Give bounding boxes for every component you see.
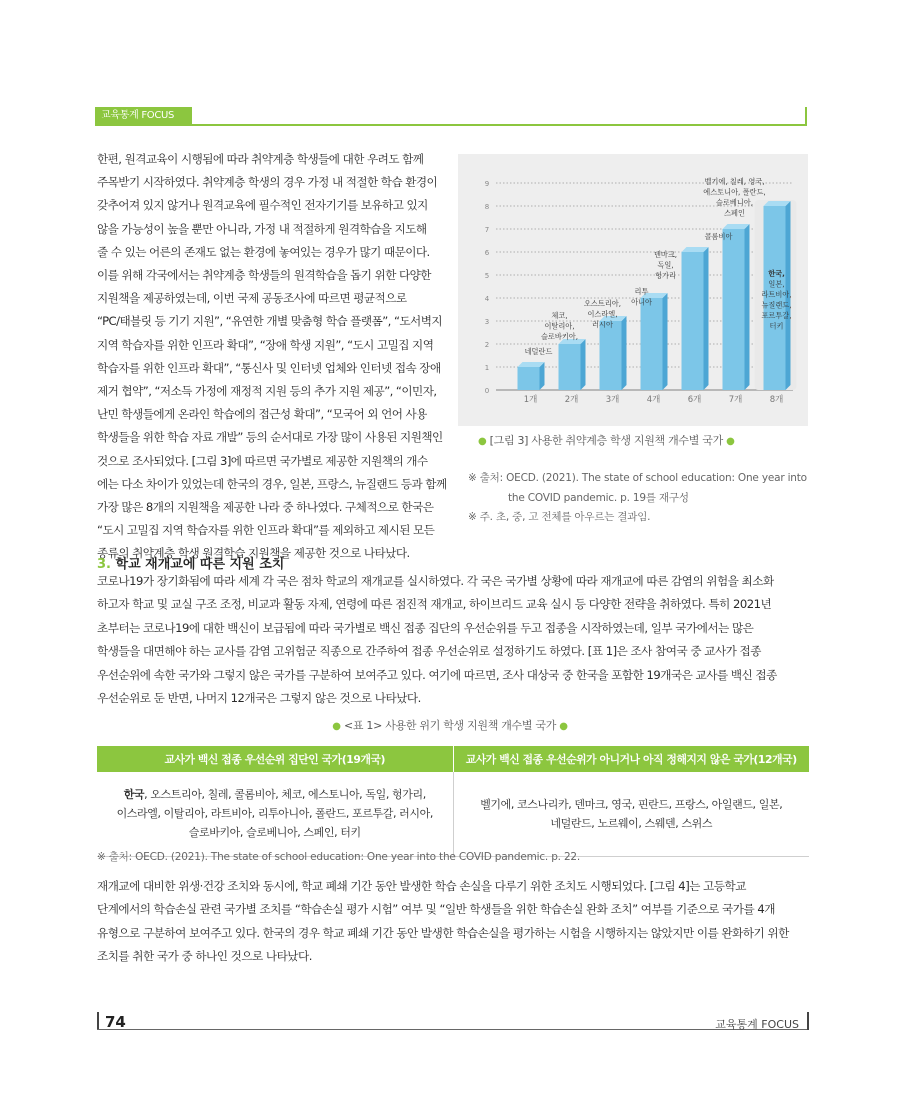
text-line: 유형으로 구분하여 보여주고 있다. 한국의 경우 학교 폐쇄 기간 동안 발생한 학습손실을 평가하는 시험을 시행하지는 않았지만 이를 완화하기 위한 xyxy=(97,925,789,940)
highlight-korea: 한국 xyxy=(123,788,145,802)
text-line: 재개교에 대비한 위생·건강 조치와 동시에, 학교 폐쇄 기간 동안 발생한 학습 손실을 다루기 위한 조치도 시행되었다. [그림 4]는 고등학교 xyxy=(97,879,746,893)
vaccine-priority-table xyxy=(97,746,809,857)
bar-annotation: 슬로베니아, xyxy=(715,198,754,207)
bar-side xyxy=(745,224,750,390)
bar-annotation: 리투 xyxy=(634,287,649,296)
bar-annotation: 네덜란드 xyxy=(524,347,553,356)
bar-annotation: 이탈리아, xyxy=(544,321,575,331)
chart-panel xyxy=(458,154,808,426)
bar-side xyxy=(704,247,709,390)
text-line: 주목받기 시작하였다. 취약계층 학생의 경우 가정 내 적절한 학습 환경이 xyxy=(97,175,438,190)
bar-annotation: 아니아 xyxy=(631,297,652,307)
cell-text: , 오스트리아, 칠레, 콜롬비아, 체코, 에스토니아, 독일, 헝가리, xyxy=(144,788,426,802)
bar-annotation: 터키 xyxy=(769,321,784,331)
bar-annotation: 콜롬비아 xyxy=(704,232,733,241)
y-tick-label: 2 xyxy=(484,341,490,349)
bullet-dot-icon: ● xyxy=(559,721,568,732)
y-tick-label: 4 xyxy=(484,295,490,303)
text-line: 초부터는 코로나19에 대한 백신이 보급됨에 따라 국가별로 백신 접종 집단의 우선순위를 두고 접종을 시작하였는데, 일부 국가에서는 많은 xyxy=(97,620,754,635)
source-line: ※ 출처: OECD. (2021). The state of school education: One year into xyxy=(468,472,807,484)
x-tick-label: 2개 xyxy=(564,395,579,405)
bar-annotation: 뉴질랜드, xyxy=(761,300,792,310)
x-tick-label: 6개 xyxy=(687,395,702,405)
section-title: 학교 재개교에 따른 지원 조치 xyxy=(115,557,285,572)
bullet-dot-icon: ● xyxy=(332,721,341,732)
bar xyxy=(518,367,540,390)
text-line: “PC/태블릿 등 기기 지원”, “유연한 개별 맞춤형 학습 플랫폼”, “도서벽지 xyxy=(97,314,442,329)
bar-annotation: 에스토니아, 폴란드, xyxy=(703,187,766,197)
bar-annotation: 한국, xyxy=(768,269,785,278)
header-tag: 교육통계 FOCUS xyxy=(95,107,192,125)
text-line: 우선순위에 속한 국가와 그렇지 않은 국가를 구분하여 보여주고 있다. 여기에 따르면, 조사 대상국 중 한국을 포함한 19개국은 교사를 백신 접종 xyxy=(97,667,777,682)
text-line: 않을 가능성이 높을 뿐만 아니라, 가정 내 적절하게 원격학습을 지도해 xyxy=(97,221,427,236)
cell-text: 네덜란드, 노르웨이, 스웨덴, 스위스 xyxy=(550,816,713,830)
text-line: 코로나19가 장기화됨에 따라 세계 각 국은 점차 학교의 재개교를 실시하였다. 각 국은 국가별 상황에 따라 재개교에 따른 감염의 위험을 최소화 xyxy=(97,574,774,588)
table-caption-text: <표 1> 사용한 위기 학생 지원책 개수별 국가 xyxy=(343,719,557,732)
table-source: ※ 출처: OECD. (2021). The state of school education: One year into the COVID pandemic. p. 22. xyxy=(97,851,581,863)
text-line: “도시 고밀집 지역 학습자를 위한 인프라 확대”를 제외하고 제시된 모든 xyxy=(97,523,435,538)
bar xyxy=(600,321,622,390)
text-line: 우선순위로 둔 반면, 나머지 12개국은 그렇지 않은 것으로 나타났다. xyxy=(97,691,421,706)
source-line: the COVID pandemic. p. 19를 재구성 xyxy=(508,492,689,504)
chart-caption xyxy=(478,432,735,448)
section-number: 3. xyxy=(97,557,111,572)
bar-annotation: 일본, xyxy=(768,279,785,289)
y-tick-label: 8 xyxy=(484,203,490,211)
text-line: 에는 다소 차이가 있었는데 한국의 경우, 일본, 프랑스, 뉴질랜드 등과 함께 xyxy=(97,476,447,491)
page-number: 74 xyxy=(105,1013,126,1031)
header-rule xyxy=(95,124,807,126)
table-cell-priority xyxy=(97,772,453,856)
bar xyxy=(559,344,581,390)
bar-side xyxy=(581,339,586,390)
y-tick-label: 0 xyxy=(484,387,490,395)
table-header-row xyxy=(97,746,809,772)
bar-annotation: 체코, xyxy=(551,311,568,320)
x-tick-label: 1개 xyxy=(523,395,538,405)
table-header-cell: 교사가 백신 접종 우선순위 집단인 국가(19개국) xyxy=(97,746,453,772)
cell-text: 벨기에, 코스나리카, 덴마크, 영국, 핀란드, 프랑스, 아일랜드, 일본, xyxy=(480,797,783,811)
text-line: 종류의 취약계층 학생 원격학습 지원책을 제공한 것으로 나타났다. xyxy=(97,546,410,561)
footer-bar xyxy=(97,1012,99,1030)
y-tick-label: 3 xyxy=(484,318,490,326)
bar-annotation: 헝가리 xyxy=(655,271,676,280)
bar xyxy=(641,298,663,390)
y-tick-label: 5 xyxy=(484,272,490,280)
cell-text: 슬로바키아, 슬로베니아, 스페인, 터키 xyxy=(188,826,361,840)
bar-annotation: 덴마크, xyxy=(653,250,678,259)
text-line: 갖추어져 있지 않거나 원격교육에 필수적인 전자기기를 보유하고 있지 xyxy=(97,198,428,213)
text-line: 지원책을 제공하였는데, 이번 국제 공동조사에 따르면 평균적으로 xyxy=(97,291,407,306)
text-line: 학생들을 대면해야 하는 교사를 감염 고위험군 직종으로 간주하여 접종 우선순위로 설정하기도 하였다. [표 1]은 조사 참여국 중 교사가 접종 xyxy=(97,644,761,659)
text-line: 지역 학습자를 위한 인프라 확대”, “장애 학생 지원”, “도시 고밀집 지역 xyxy=(97,337,434,352)
table-caption xyxy=(0,717,900,733)
x-tick-label: 7개 xyxy=(728,395,743,405)
bar xyxy=(723,229,745,390)
bar-annotation: 러시아 xyxy=(592,320,613,329)
x-tick-label: 8개 xyxy=(769,395,784,405)
footer-bar-end xyxy=(807,1012,809,1030)
left-column-text xyxy=(97,148,449,566)
y-tick-label: 6 xyxy=(484,249,490,257)
header-rule-end xyxy=(805,107,807,126)
bar-annotation: 이스라엘, xyxy=(587,309,618,319)
text-line: 이를 위해 각국에서는 취약계층 학생들의 원격학습을 돕기 위한 다양한 xyxy=(97,268,431,283)
bullet-dot-icon: ● xyxy=(478,436,487,447)
footer-rule xyxy=(97,1029,809,1030)
text-line: 것으로 조사되었다. [그림 3]에 따르면 국가별로 제공한 지원책의 개수 xyxy=(97,453,428,468)
chart-caption-text: [그림 3] 사용한 취약계층 학생 지원책 개수별 국가 xyxy=(489,434,723,447)
bar-annotation: 스페인 xyxy=(724,208,745,218)
bar xyxy=(682,252,704,390)
text-line: 조치를 취한 국가 중 하나인 것으로 나타났다. xyxy=(97,949,312,964)
text-line: 한편, 원격교육이 시행됨에 따라 취약계층 학생들에 대한 우려도 함께 xyxy=(97,152,424,166)
text-line: 제거 협약”, “저소득 가정에 재정적 지원 등의 추가 지원 제공”, “이민자, xyxy=(97,384,437,399)
x-tick-label: 4개 xyxy=(646,395,661,405)
bar-side xyxy=(622,316,627,390)
table-row xyxy=(97,772,809,856)
y-tick-label: 1 xyxy=(484,364,490,372)
chart-note: ※ 주. 초, 중, 고 전체를 아우르는 결과임. xyxy=(468,511,651,523)
y-tick-label: 7 xyxy=(484,226,490,234)
text-line: 줄 수 있는 어른의 존재도 없는 환경에 놓여있는 경우가 많기 때문이다. xyxy=(97,244,430,259)
bullet-dot-icon: ● xyxy=(726,436,735,447)
table-header-cell: 교사가 백신 접종 우선순위가 아니거나 아직 정해지지 않은 국가(12개국) xyxy=(453,746,809,772)
text-line: 난민 학생들에게 온라인 학습에의 접근성 확대”, “모국어 외 언어 사용 xyxy=(97,407,427,422)
bar-annotation: 오스트리아, xyxy=(583,299,622,308)
bar-side xyxy=(663,293,668,390)
bar-chart xyxy=(458,154,808,426)
bar-annotation: 슬로바키아, xyxy=(540,332,579,341)
chart-source xyxy=(468,468,818,508)
section-paragraph xyxy=(97,570,809,710)
bar-annotation: 독일, xyxy=(657,260,674,270)
text-line: 하고자 학교 및 교실 구조 조정, 비교과 활동 자제, 연령에 따른 점진적 재개교, 하이브리드 교육 실시 등 다양한 전략을 취하였다. 특히 2021년 xyxy=(97,597,772,612)
bar-annotation: 포르투갈, xyxy=(761,311,792,320)
cell-text: 이스라엘, 이탈리아, 라트비아, 리투아니아, 폴란드, 포르투갈, 러시아, xyxy=(116,807,433,821)
y-tick-label: 9 xyxy=(484,180,490,188)
text-line: 단계에서의 학습손실 관련 국가별 조치를 “학습손실 평가 시험” 여부 및 “일반 학생들을 위한 학습손실 완화 조치” 여부를 기준으로 국가를 4개 xyxy=(97,902,775,917)
bar-annotation: 라트비아, xyxy=(761,290,792,299)
text-line: 학습자를 위한 인프라 확대”, “통신사 및 인터넷 업체와 인터넷 접속 장애 xyxy=(97,360,441,375)
x-tick-label: 3개 xyxy=(605,395,620,405)
text-line: 학생들을 위한 학습 자료 개발” 등의 순서대로 가장 많이 사용된 지원책인 xyxy=(97,430,443,445)
footer-title: 교육통계 FOCUS xyxy=(715,1018,799,1031)
table-cell-non-priority xyxy=(453,772,809,856)
closing-paragraph xyxy=(97,875,809,969)
text-line: 가장 많은 8개의 지원책을 제공한 나라 중 하나였다. 구체적으로 한국은 xyxy=(97,500,434,515)
bar-annotation: 벨기에, 칠레, 영국, xyxy=(704,177,765,186)
